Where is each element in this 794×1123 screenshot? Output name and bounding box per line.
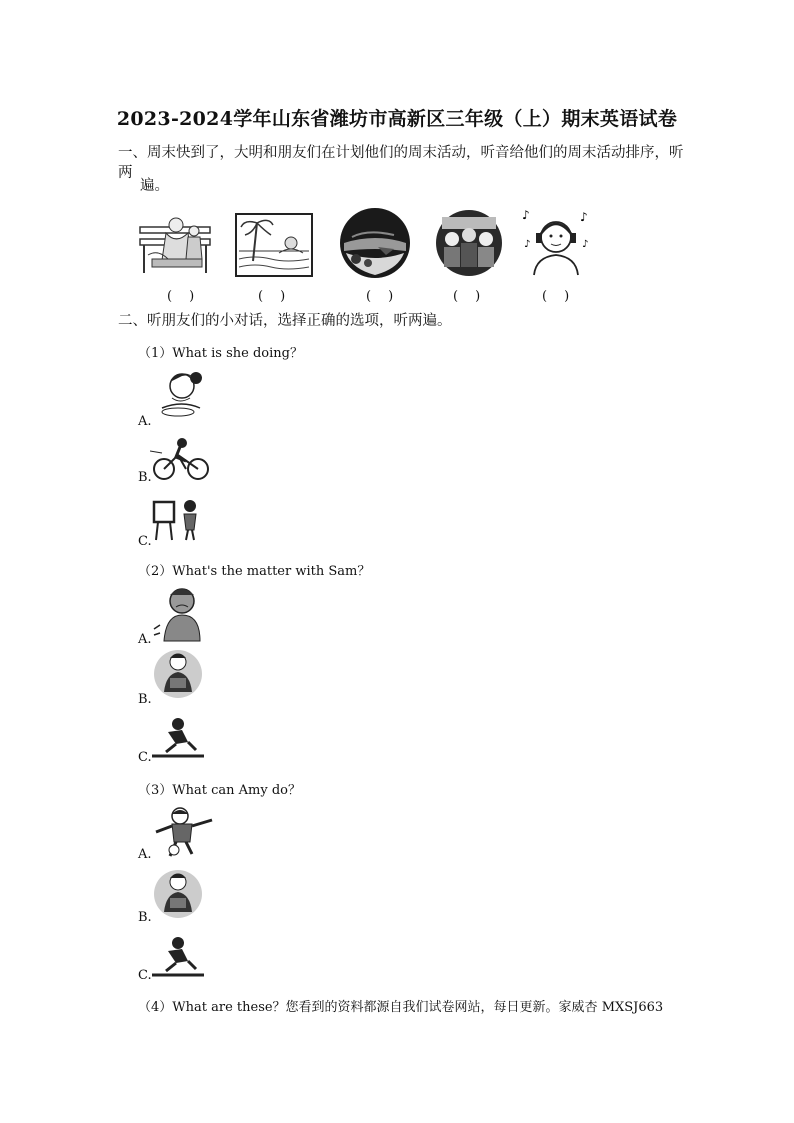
section2-instruction: 二、听朋友们的小对话，选择正确的选项，听两遍。 <box>118 313 452 329</box>
answer-blank-2[interactable]: ( ) <box>258 289 288 304</box>
section1-instruction-line2: 遍。 <box>140 178 169 194</box>
svg-text:♪: ♪ <box>522 208 530 222</box>
option-2b-label[interactable]: B. <box>138 692 152 707</box>
page-title: 2023-2024学年山东省潍坊市高新区三年级（上）期末英语试卷 <box>116 108 678 130</box>
answer-blank-4[interactable]: ( ) <box>453 289 483 304</box>
option-2b-image <box>152 648 204 700</box>
picture-family-photo <box>430 209 508 277</box>
option-3a-image <box>152 806 216 858</box>
option-3a-label[interactable]: A. <box>138 847 152 862</box>
option-3c-label[interactable]: C. <box>138 968 152 983</box>
svg-text:♪: ♪ <box>524 239 531 250</box>
option-2c-image <box>152 716 204 760</box>
picture-park-bench <box>138 215 214 275</box>
section1-instruction <box>118 143 688 183</box>
answer-blank-3[interactable]: ( ) <box>366 289 396 304</box>
option-1c-label[interactable]: C. <box>138 534 152 549</box>
picture-boy-headphones <box>520 207 592 277</box>
answer-blank-5[interactable]: ( ) <box>542 289 572 304</box>
section1-instruction-line1: 一、周末快到了，大明和朋友们在计划他们的周末活动，听音给他们的周末活动排序，听两 <box>118 145 684 181</box>
picture-beach <box>235 213 313 277</box>
question-2-prompt: （2）What's the matter with Sam？ <box>138 564 371 579</box>
option-2a-image <box>150 583 206 643</box>
question-4-prompt: （4）What are these？您看到的资料都源自我们试卷网站，每日更新。家威杏 MXSJ663 <box>138 1000 664 1015</box>
option-3b-image <box>152 868 204 920</box>
svg-text:♪: ♪ <box>580 210 588 224</box>
picture-river-round <box>338 207 412 279</box>
answer-blank-1[interactable]: ( ) <box>167 289 197 304</box>
question-3-prompt: （3）What can Amy do？ <box>138 783 301 798</box>
option-1b-image <box>150 437 210 481</box>
option-1b-label[interactable]: B. <box>138 470 152 485</box>
option-3c-image <box>152 935 204 979</box>
svg-text:♪: ♪ <box>582 239 589 250</box>
option-1a-image <box>152 368 208 422</box>
option-2c-label[interactable]: C. <box>138 750 152 765</box>
option-1a-label[interactable]: A. <box>138 414 152 429</box>
option-1c-image <box>152 494 202 542</box>
option-3b-label[interactable]: B. <box>138 910 152 925</box>
option-2a-label[interactable]: A. <box>138 632 152 647</box>
question-1-prompt: （1）What is she doing？ <box>138 346 303 361</box>
